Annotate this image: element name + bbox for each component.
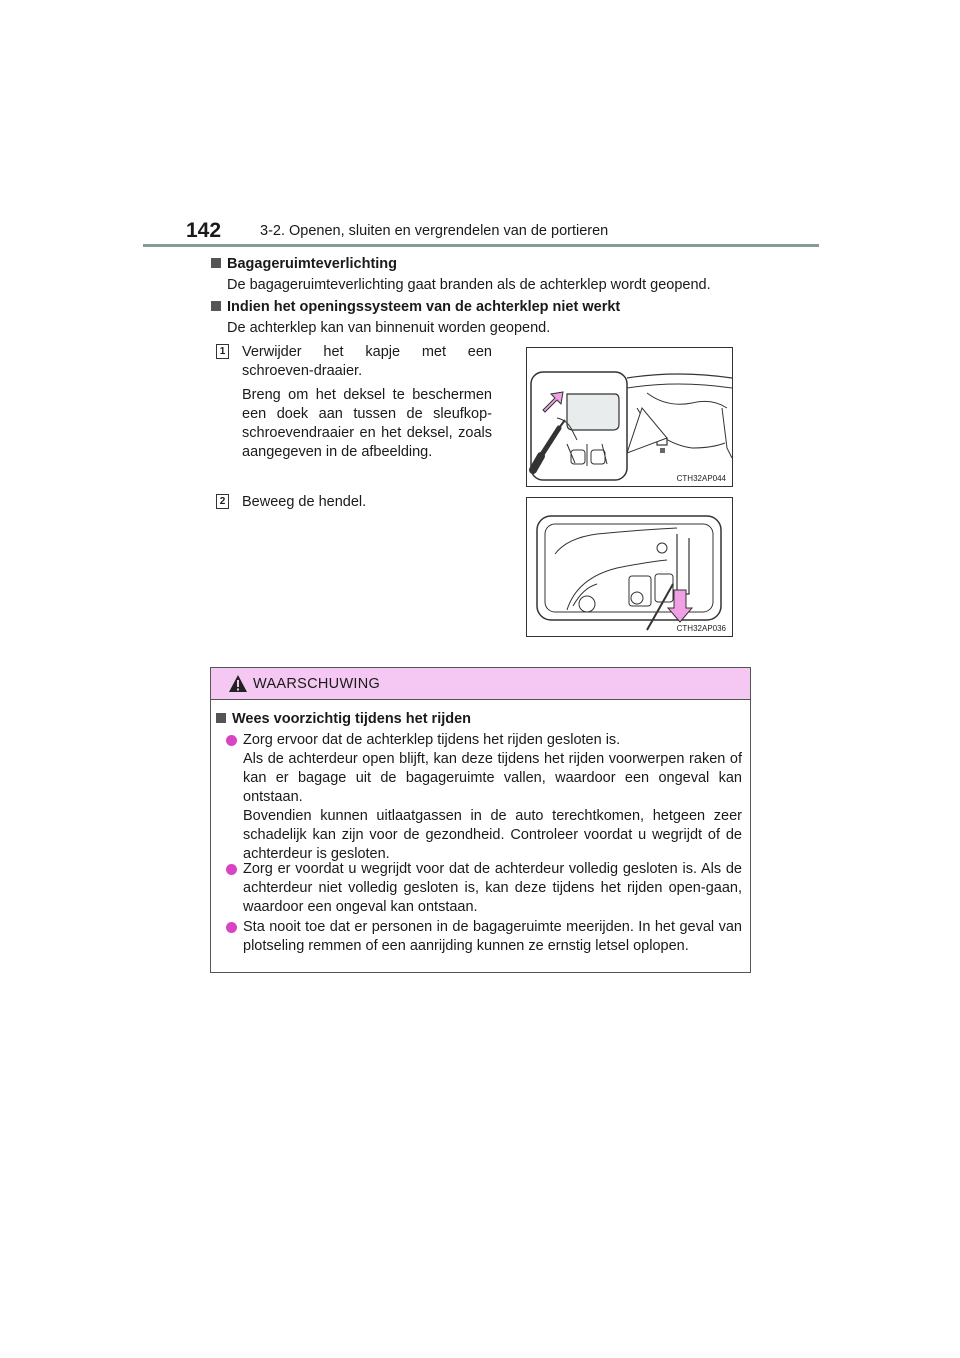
square-bullet-icon bbox=[216, 713, 226, 723]
section-title: Indien het openingssysteem van de achterklep niet werkt bbox=[227, 299, 621, 315]
figure-move-lever bbox=[526, 497, 733, 637]
step-number-box: 1 bbox=[216, 344, 229, 359]
square-bullet-icon bbox=[211, 258, 221, 268]
header-rule bbox=[143, 244, 819, 247]
section-text-luggage-light: De bagageruimteverlichting gaat branden als de achterklep wordt geopend. bbox=[227, 277, 711, 293]
warning-heading bbox=[216, 711, 471, 727]
bullet-text-continued: Bovendien kunnen uitlaatgassen in de auto terechtkomen, hetgeen zeer schadelijk kan zijn voor de gezondheid. Controleer voordat u wegrijdt of de achterdeur is gesloten. bbox=[243, 808, 742, 862]
step-2-text: Beweeg de hendel. bbox=[242, 494, 367, 510]
warning-box bbox=[210, 667, 751, 973]
step-1-note: Breng om het deksel te beschermen een doek aan tussen de sleufkop-schroevendraaier en het deksel, zoals aangegeven in de afbeelding. bbox=[242, 387, 492, 460]
figure-code: CTH32AP044 bbox=[676, 474, 726, 483]
warning-heading-text: Wees voorzichtig tijdens het rijden bbox=[232, 711, 472, 727]
circle-bullet-icon bbox=[226, 922, 237, 933]
step-1-text: Verwijder het kapje met een schroeven-draaier. bbox=[242, 344, 492, 379]
figure-remove-cap bbox=[526, 347, 733, 487]
figure-code: CTH32AP036 bbox=[676, 624, 726, 633]
bullet-text: Zorg ervoor dat de achterklep tijdens het rijden gesloten is. bbox=[243, 732, 621, 748]
warning-triangle-icon bbox=[228, 674, 248, 693]
bullet-text-continued: Als de achterdeur open blijft, kan deze tijdens het rijden voorwerpen raken of kan er bagage uit de bagageruimte vallen, waardoor een ongeval kan ontstaan. bbox=[243, 751, 742, 805]
warning-title: WAARSCHUWING bbox=[253, 676, 381, 692]
section-heading-luggage-light bbox=[211, 256, 397, 272]
section-text-backdoor-opener: De achterklep kan van binnenuit worden geopend. bbox=[227, 320, 551, 336]
circle-bullet-icon bbox=[226, 735, 237, 746]
warning-header bbox=[211, 668, 750, 700]
tailgate-illustration bbox=[527, 348, 732, 486]
warning-bullet-1 bbox=[243, 731, 742, 864]
section-title: Bagageruimteverlichting bbox=[227, 256, 398, 272]
step-number-box: 2 bbox=[216, 494, 229, 509]
warning-bullet-2: Zorg er voordat u wegrijdt voor dat de achterdeur volledig gesloten is. Als de achterdeur niet volledig gesloten is, kan deze tijdens het rijden open-gaan, waardoor een ongeval kan ontstaan. bbox=[243, 861, 742, 915]
page-number: 142 bbox=[186, 219, 222, 242]
circle-bullet-icon bbox=[226, 864, 237, 875]
warning-bullet-3: Sta nooit toe dat er personen in de bagageruimte meerijden. In het geval van plotseling remmen of een aanrijding kunnen ze ernstig letsel oplopen. bbox=[243, 919, 742, 954]
section-heading-backdoor-opener bbox=[211, 299, 620, 315]
chapter-title: 3-2. Openen, sluiten en vergrendelen van de portieren bbox=[260, 223, 609, 239]
lever-illustration bbox=[527, 498, 732, 636]
square-bullet-icon bbox=[211, 301, 221, 311]
